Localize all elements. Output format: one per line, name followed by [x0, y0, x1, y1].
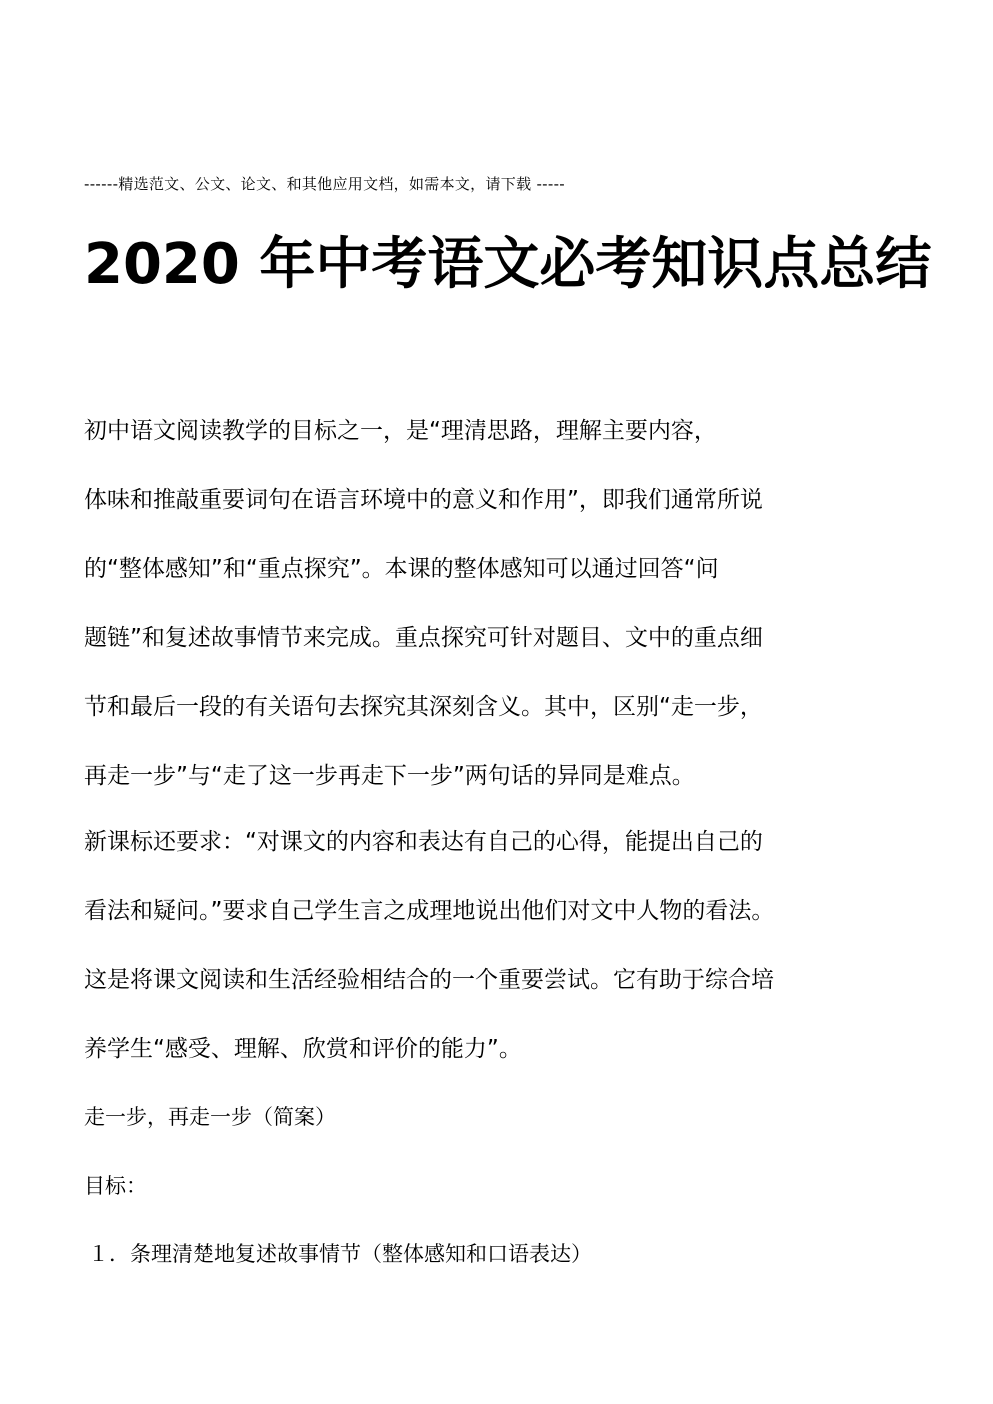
paragraph-2-line: 这是将课文阅读和生活经验相结合的一个重要尝试。它有助于综合培: [84, 967, 774, 993]
paragraph-1-line: 的“整体感知”和“重点探究”。本课的整体感知可以通过回答“问: [84, 556, 719, 582]
lesson-subheading: 走一步，再走一步（简案）: [84, 1105, 336, 1129]
paragraph-2: [84, 808, 844, 1084]
goals-label: 目标：: [84, 1174, 147, 1198]
paragraph-1-line: 题链”和复述故事情节来完成。重点探究可针对题目、文中的重点细: [84, 625, 763, 651]
document-title: 2020 年中考语文必考知识点总结: [84, 232, 932, 297]
header-banner: ------精选范文、公文、论文、和其他应用文档，如需本文，请下载 -----: [84, 175, 566, 193]
paragraph-1: [84, 397, 844, 811]
paragraph-1-line: 初中语文阅读教学的目标之一，是“理清思路，理解主要内容，: [84, 418, 717, 444]
paragraph-1-line: 节和最后一段的有关语句去探究其深刻含义。其中，区别“走一步，: [84, 694, 763, 720]
paragraph-1-line: 体味和推敲重要词句在语言环境中的意义和作用”，即我们通常所说: [84, 487, 763, 513]
paragraph-1-line: 再走一步”与“走了这一步再走下一步”两句话的异同是难点。: [84, 763, 695, 789]
paragraph-2-line: 新课标还要求：“对课文的内容和表达有自己的心得，能提出自己的: [84, 829, 763, 855]
paragraph-2-line: 看法和疑问。”要求自己学生言之成理地说出他们对文中人物的看法。: [84, 898, 775, 924]
goal-item-1: １．条理清楚地复述故事情节（整体感知和口语表达）: [88, 1242, 592, 1266]
paragraph-2-line: 养学生“感受、理解、欣赏和评价的能力”。: [84, 1036, 522, 1062]
